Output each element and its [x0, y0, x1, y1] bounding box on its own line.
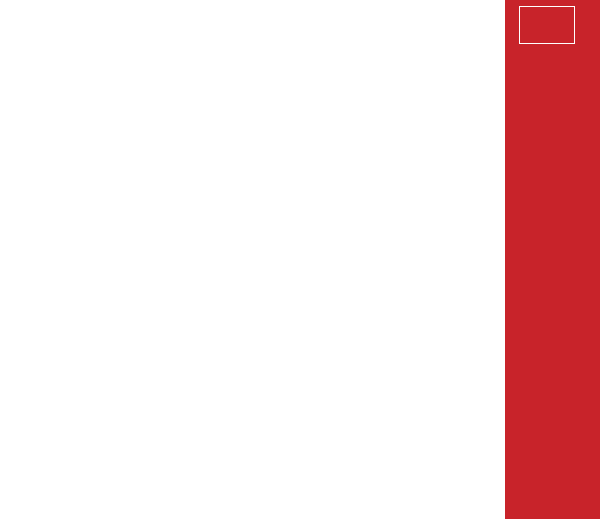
total-time-line: [0, 367, 505, 376]
red-spine-panel: [505, 0, 600, 519]
hat-logo: [519, 6, 575, 44]
